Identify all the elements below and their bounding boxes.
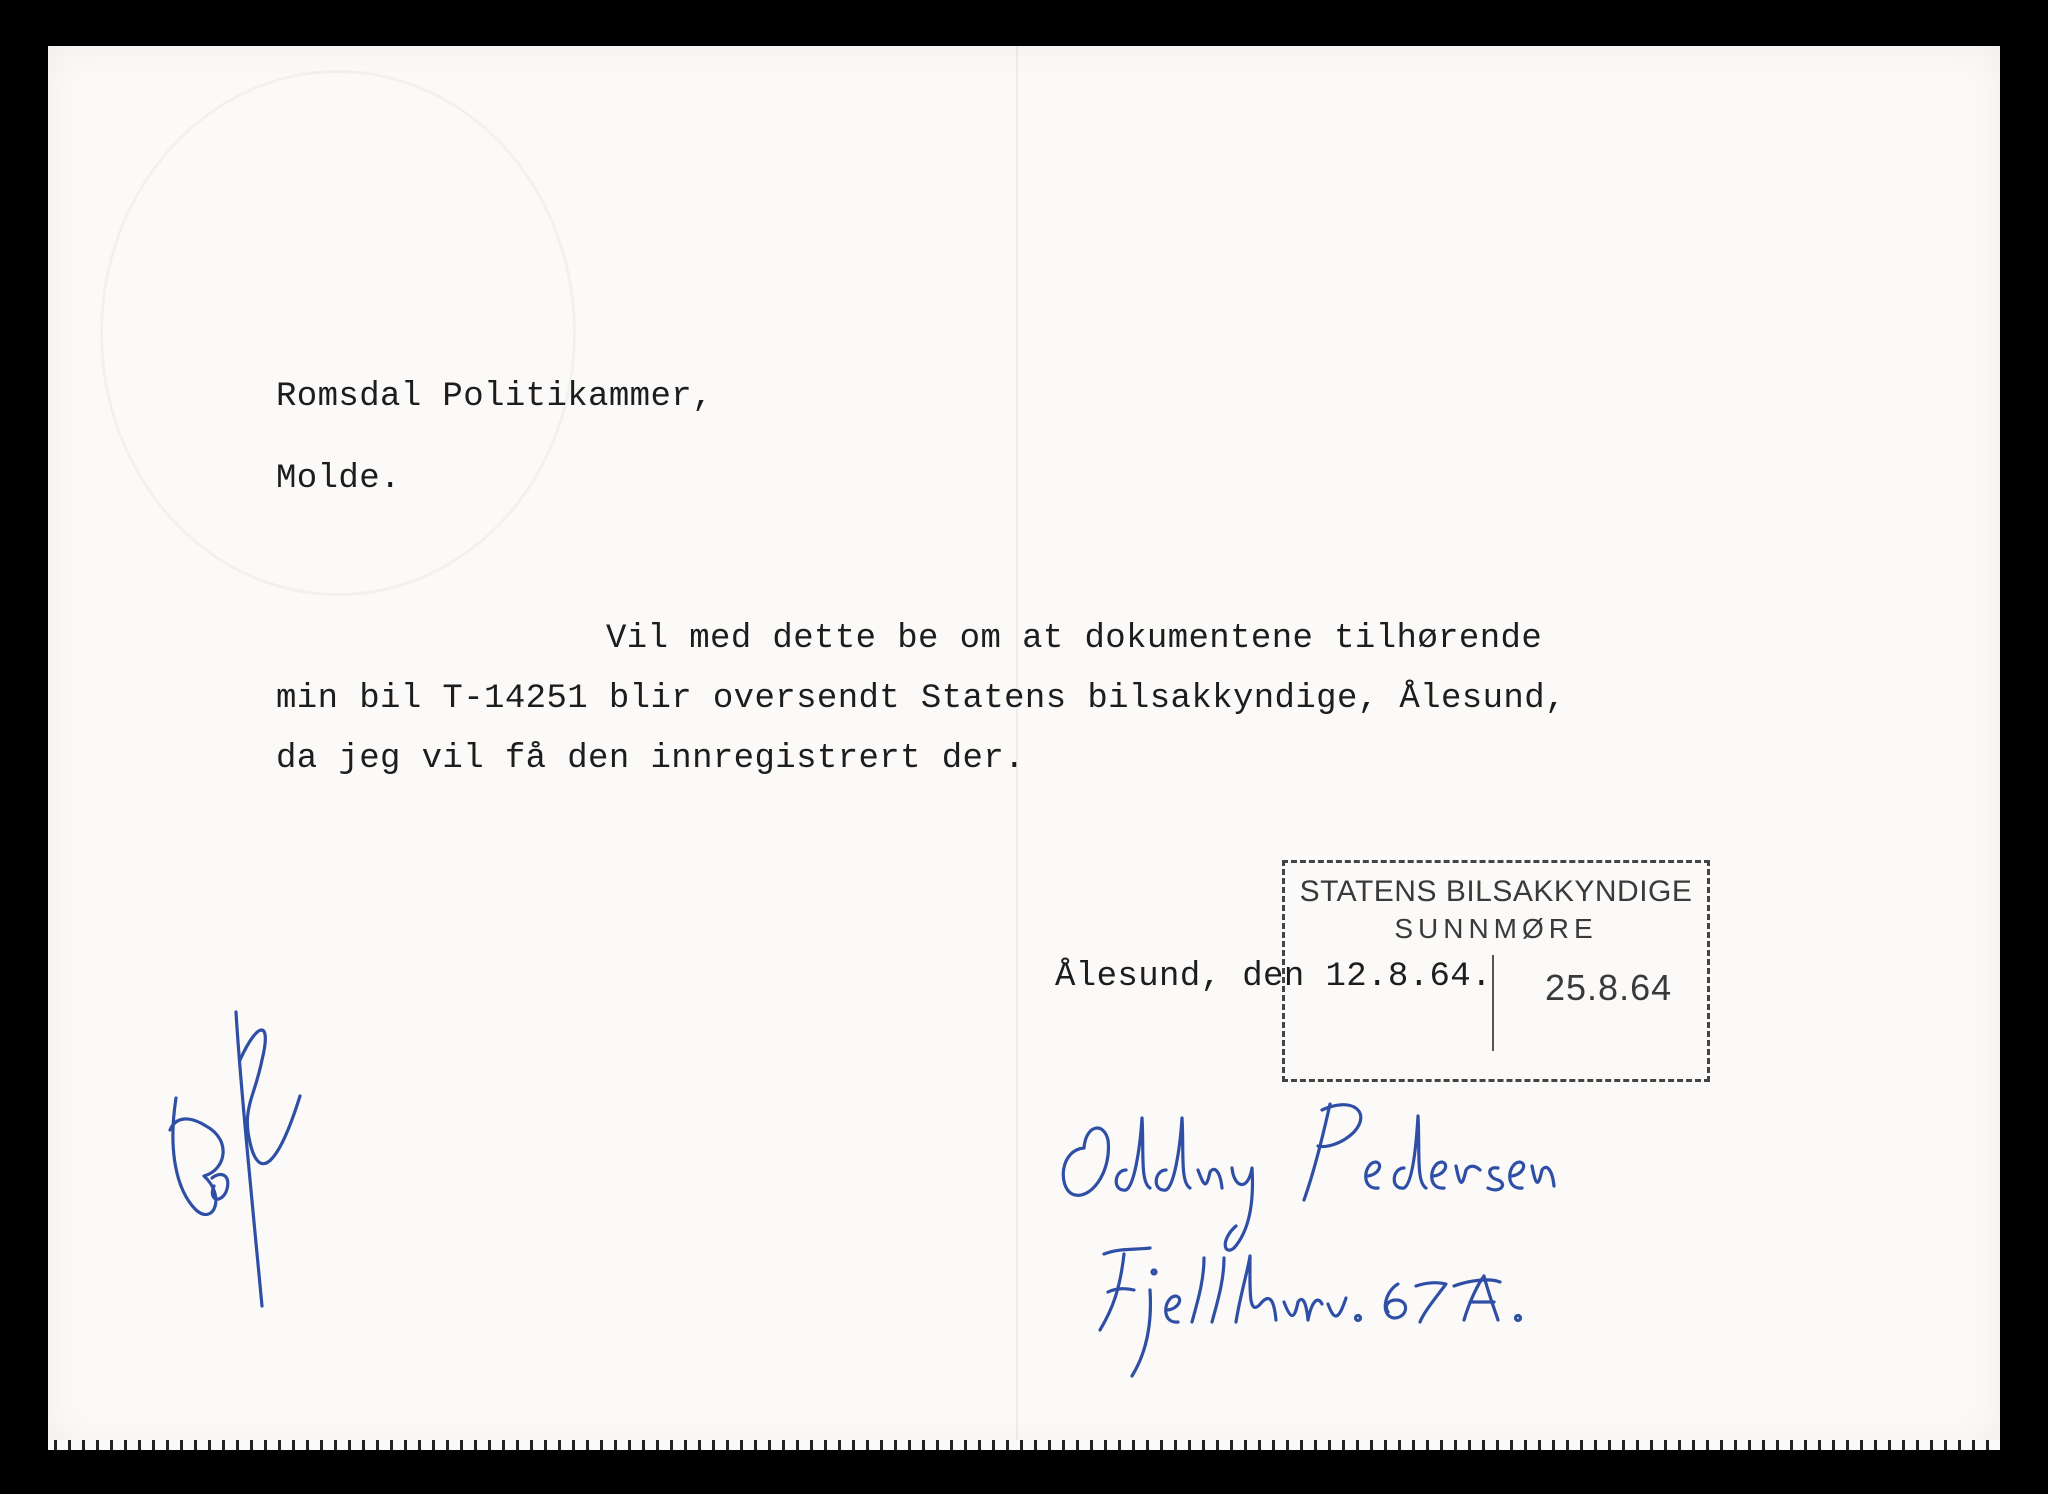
city-line: Molde. (276, 460, 401, 498)
faded-stamp-mark (100, 70, 576, 596)
received-stamp (1282, 860, 1710, 1082)
body-line-2: min bil T-14251 blir oversendt Statens bilsakkyndige, Ålesund, (276, 680, 1566, 718)
paper-bottom-edge (48, 1440, 2000, 1450)
stamp-region: SUNNMØRE (1394, 913, 1598, 944)
stamp-divider (1492, 955, 1494, 1051)
body-line-3: da jeg vil få den innregistrert der. (276, 740, 1025, 778)
place-and-date: Ålesund, den 12.8.64. (1055, 958, 1492, 996)
body-line-1: Vil med dette be om at dokumentene tilhørende (606, 620, 1543, 658)
stamp-agency: STATENS BILSAKKYNDIGE (1299, 875, 1693, 908)
addressee-line: Romsdal Politikammer, (276, 378, 713, 416)
stamp-received-date: 25.8.64 (1545, 967, 1673, 1008)
